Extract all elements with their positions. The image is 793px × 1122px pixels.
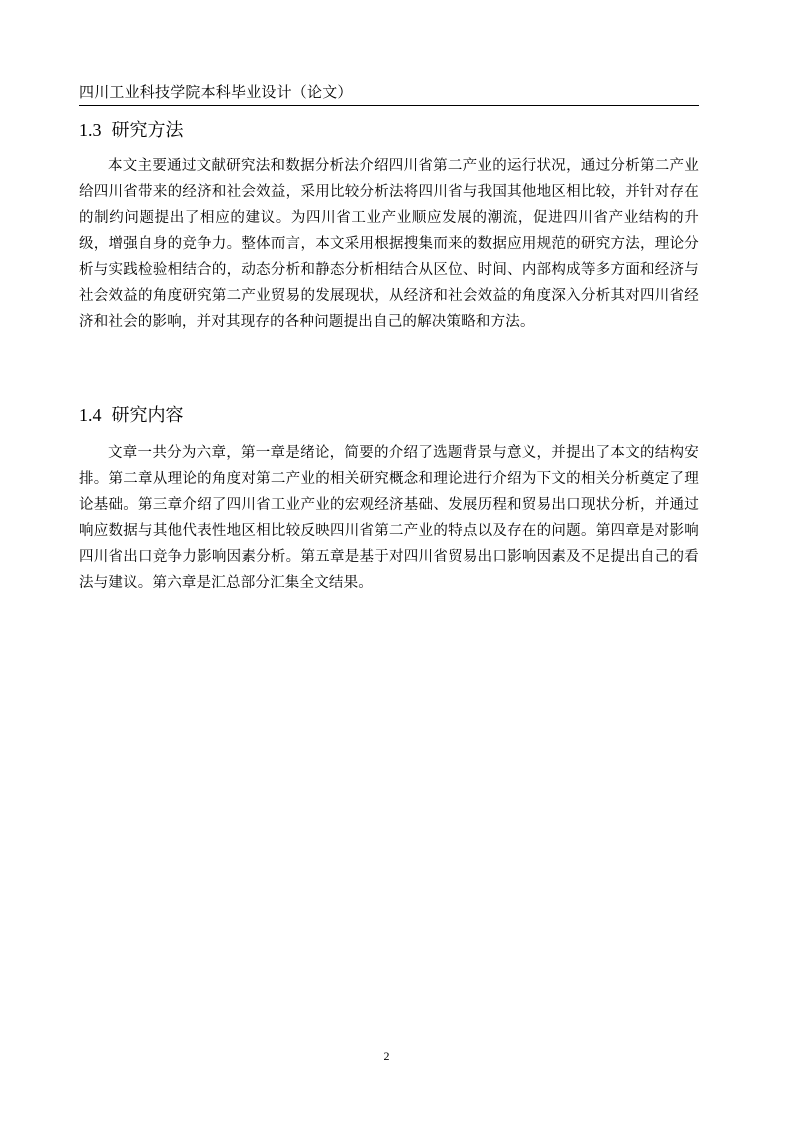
section-paragraph-1-4: 文章一共分为六章，第一章是绪论，简要的介绍了选题背景与意义，并提出了本文的结构安排。第二章从理论的角度对第二产业的相关研究概念和理论进行介绍为下文的相关分析奠定了理论基础。第三章介绍了四川省工业产业的宏观经济基础、发展历程和贸易出口现状分析，并通过响应数据与其他代表性地区相比较反映四川省第二产业的特点以及存在的问题。第四章是对影响四川省出口竞争力影响因素分析。第五章是基于对四川省贸易出口影响因素及不足提出自己的看法与建议。第六章是汇总部分汇集全文结果。 [79,445,699,591]
header-rule [79,105,699,106]
section-heading-1-4 [79,403,184,428]
section-paragraph-1-3: 本文主要通过文献研究法和数据分析法介绍四川省第二产业的运行状况，通过分析第二产业给四川省带来的经济和社会效益，采用比较分析法将四川省与我国其他地区相比较，并针对存在的制约问题提出了相应的建议。为四川省工业产业顺应发展的潮流，促进四川省产业结构的升级，增强自身的竞争力。整体而言，本文采用根据搜集而来的数据应用规范的研究方法，理论分析与实践检验相结合的，动态分析和静态分析相结合从区位、时间、内部构成等多方面和经济与社会效益的角度研究第二产业贸易的发展现状，从经济和社会效益的角度深入分析其对四川省经济和社会的影响，并对其现存的各种问题提出自己的解决策略和方法。 [79,158,699,330]
section-number: 1.4 [79,405,102,425]
section-heading-1-3 [79,118,184,143]
section-title: 研究内容 [111,405,184,426]
running-header: 四川工业科技学院本科毕业设计（论文） [79,83,353,101]
section-title: 研究方法 [111,120,184,141]
section-number: 1.3 [79,120,102,140]
page-number: 2 [383,1049,390,1063]
